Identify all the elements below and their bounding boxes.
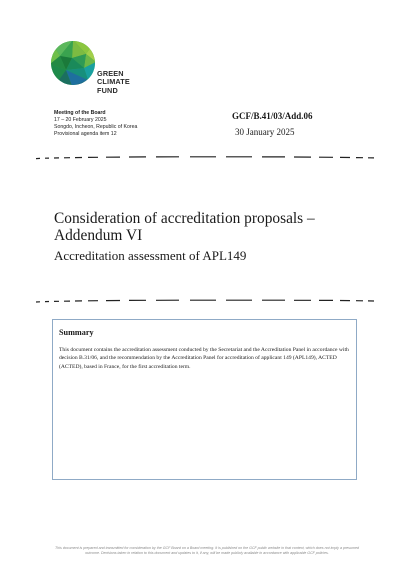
summary-heading: Summary [59, 328, 94, 337]
separator-bottom [36, 298, 374, 304]
summary-body: This document contains the accreditation assessment conducted by the Secretariat and the Accreditation Panel in accordance with decision B.31/06, and the recommendation by the Accreditation Panel for accreditation of applicant 149 (APL149), ACTED (ACTED), based in France, for the first accreditation term. [59, 347, 349, 370]
document-title: Consideration of accreditation proposals – Addendum VI [54, 210, 315, 244]
logo-line-2: CLIMATE [97, 77, 130, 87]
meeting-dates: 17 – 20 February 2025 [54, 117, 107, 123]
gcf-logo [50, 40, 170, 96]
summary-box [52, 319, 357, 480]
footer-disclaimer: This document is prepared and transmitted for consideration by the GCF Board on a Board meeting. It is published on the GCF public website in that context, which does not imply a presumed outcome. Decisions taken in relation to this document and updates to it, if any, will be made publicly available in accordance with applicable GCF policies. [55, 546, 359, 555]
meeting-location: Songdo, Incheon, Republic of Korea [54, 124, 138, 130]
separator-top [36, 155, 374, 161]
document-reference: GCF/B.41/03/Add.06 [232, 111, 313, 121]
meeting-info [54, 110, 214, 138]
meeting-title: Meeting of the Board [54, 110, 106, 116]
gcf-globe-icon [50, 40, 96, 86]
gcf-logo-wordmark [97, 70, 130, 95]
document-subtitle: Accreditation assessment of APL149 [54, 248, 247, 263]
logo-line-1: GREEN [97, 69, 124, 78]
document-date: 30 January 2025 [235, 127, 295, 137]
logo-line-3: FUND [97, 85, 118, 95]
meeting-agenda: Provisional agenda item 12 [54, 131, 117, 137]
